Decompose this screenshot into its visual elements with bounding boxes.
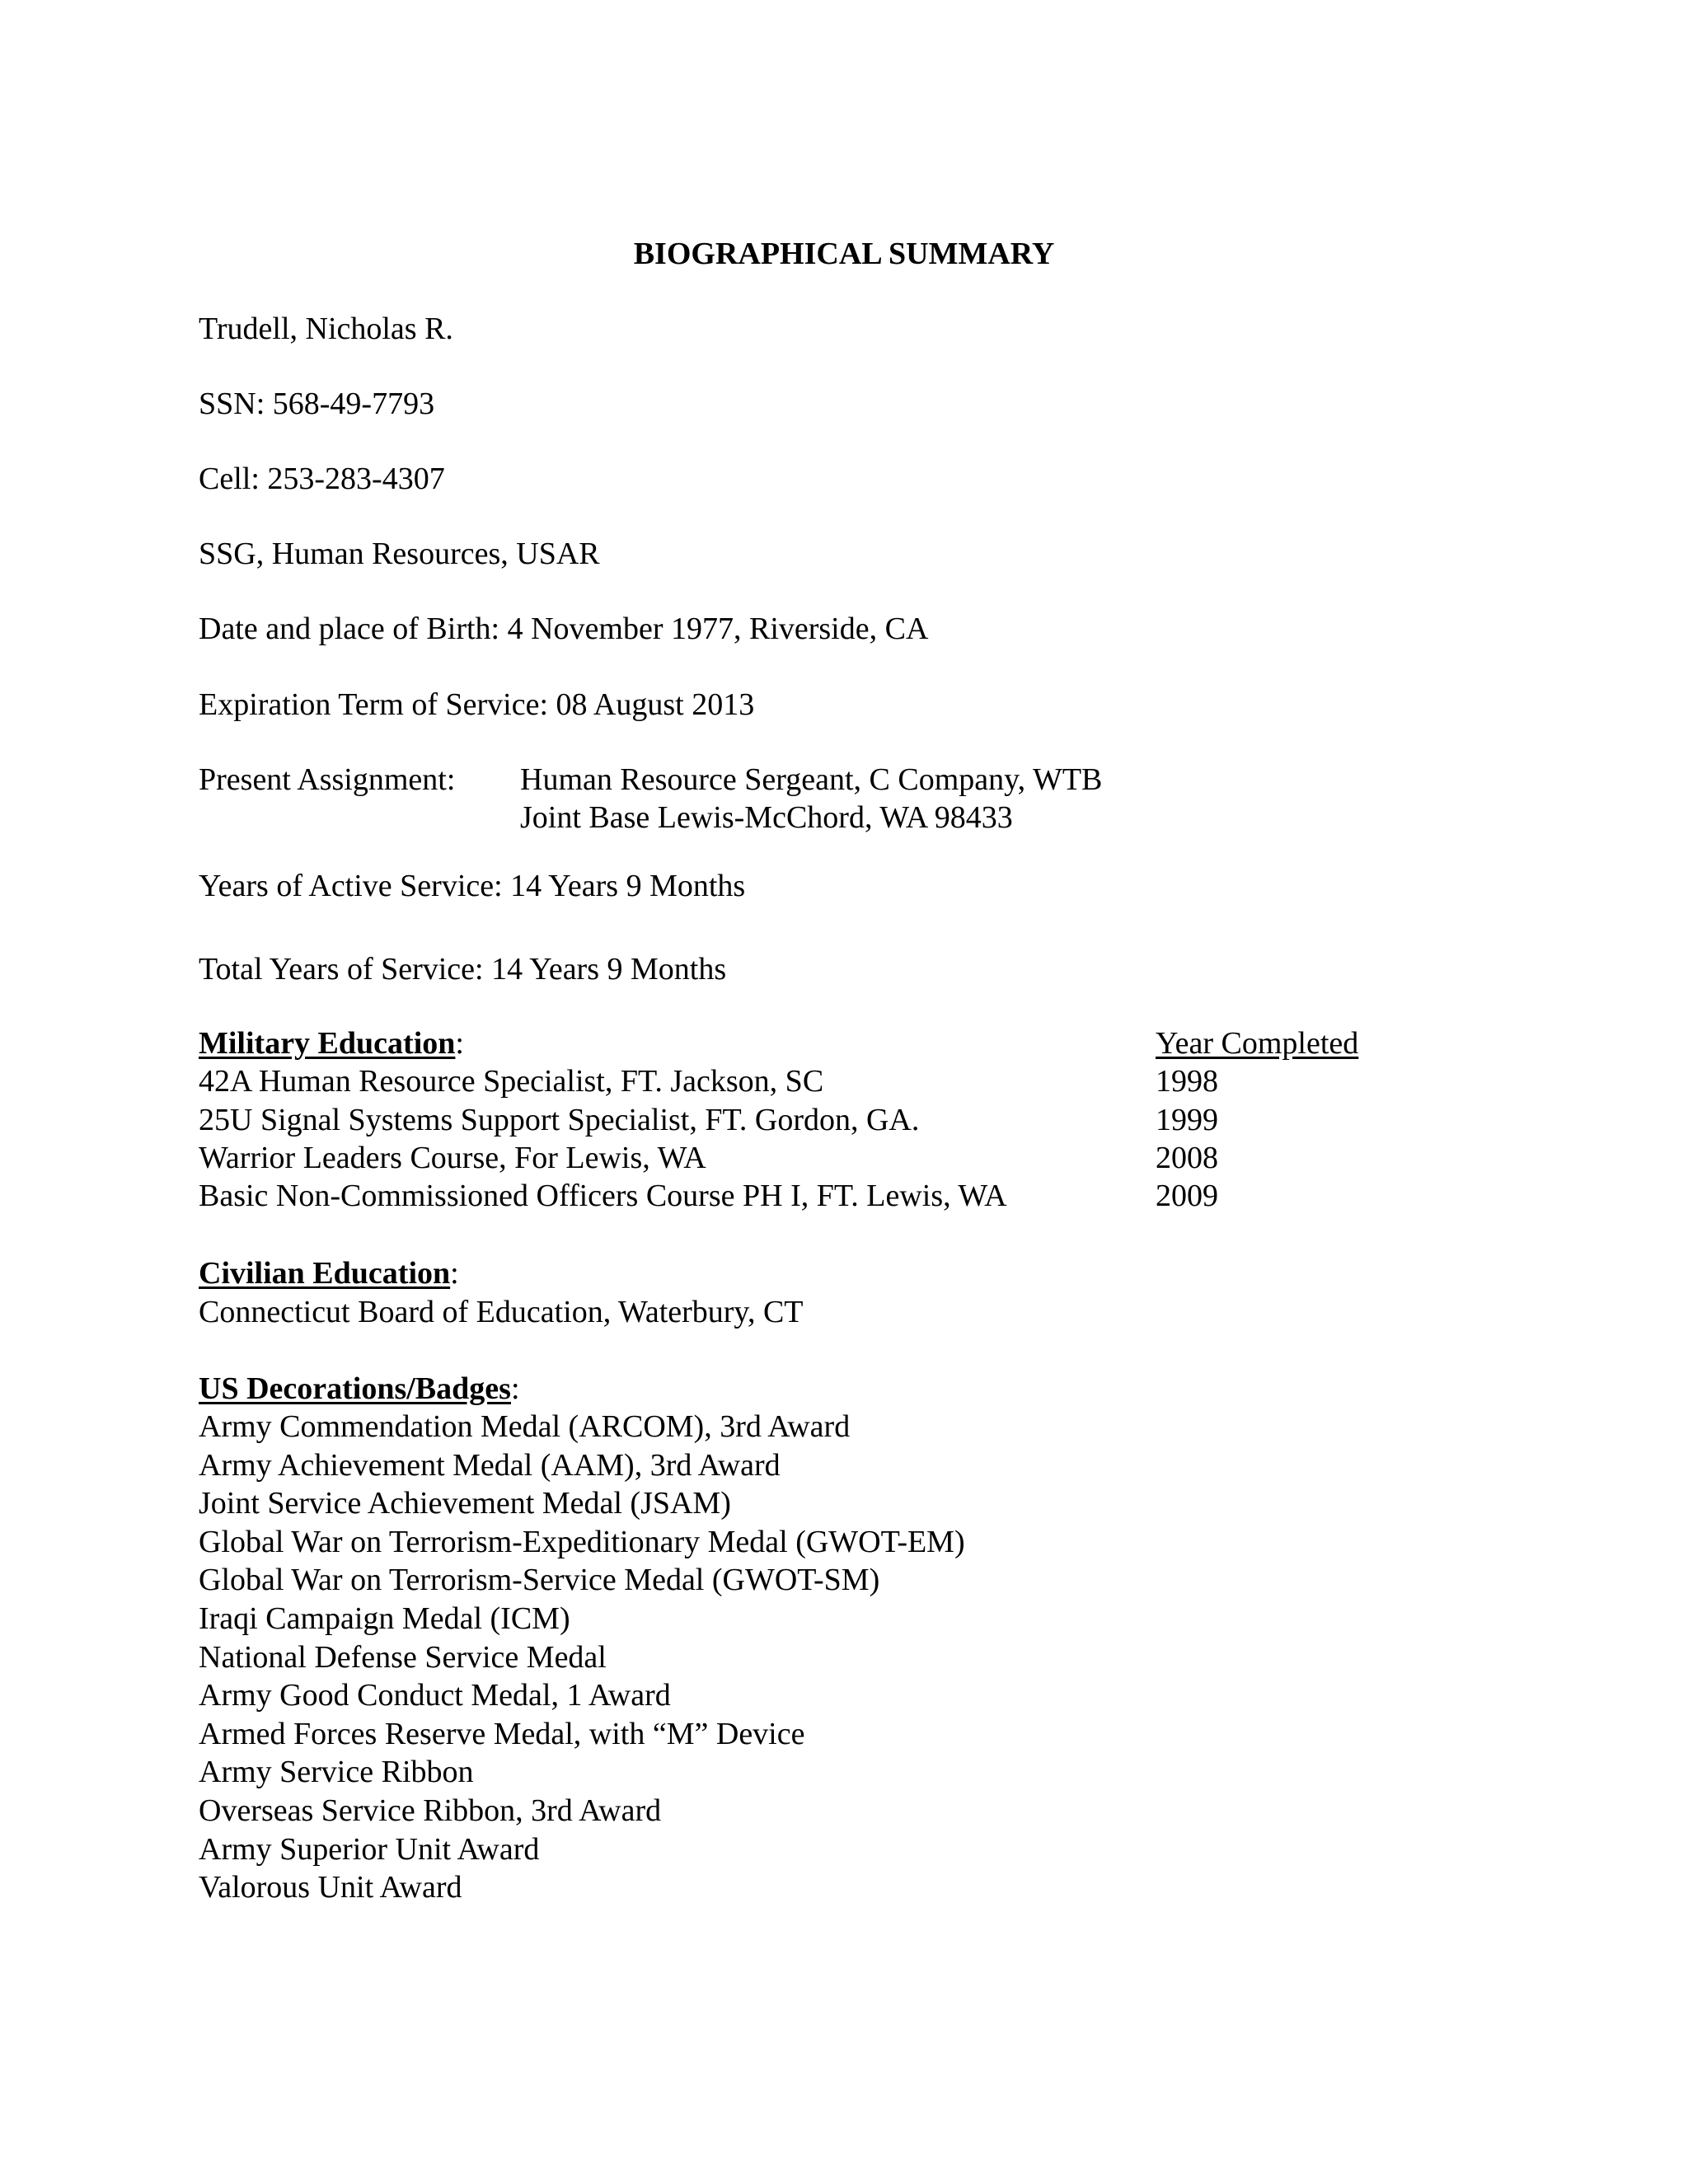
military-course-row [199, 1139, 1435, 1177]
person-name: Trudell, Nicholas R. [199, 312, 453, 346]
decoration-item: Army Achievement Medal (AAM), 3rd Award [199, 1447, 781, 1483]
decoration-item: Global War on Terrorism-Expeditionary Medal (GWOT-EM) [199, 1524, 965, 1559]
active-service-line: Years of Active Service: 14 Years 9 Months [199, 869, 746, 903]
assignment-line-2: Joint Base Lewis-McChord, WA 98433 [520, 800, 1013, 835]
decoration-item: Army Service Ribbon [199, 1755, 474, 1790]
decoration-item: Iraqi Campaign Medal (ICM) [199, 1601, 570, 1636]
total-service-line: Total Years of Service: 14 Years 9 Months [199, 952, 727, 987]
decorations-list [199, 1408, 965, 1907]
civilian-education-colon: : [450, 1256, 459, 1291]
military-course-row [199, 1177, 1435, 1215]
course-name: 42A Human Resource Specialist, FT. Jackson, SC [199, 1064, 824, 1099]
year-completed-header: Year Completed [1156, 1026, 1359, 1061]
course-name: Warrior Leaders Course, For Lewis, WA [199, 1141, 706, 1175]
decoration-item: Army Commendation Medal (ARCOM), 3rd Award [199, 1409, 851, 1444]
military-education-heading [199, 1024, 464, 1062]
decoration-item: Army Superior Unit Award [199, 1831, 540, 1867]
civilian-education-heading [199, 1254, 459, 1292]
course-year: 2009 [1156, 1179, 1218, 1213]
military-education-heading-text: Military Education [199, 1026, 456, 1061]
decoration-item: Global War on Terrorism-Service Medal (GWOT-SM) [199, 1563, 880, 1598]
ets-line: Expiration Term of Service: 08 August 2013 [199, 687, 755, 722]
course-year: 1999 [1156, 1103, 1218, 1137]
military-course-row [199, 1101, 1435, 1139]
decorations-heading-text: US Decorations/Badges [199, 1371, 511, 1406]
military-education-colon: : [455, 1026, 464, 1061]
assignment-line-1: Human Resource Sergeant, C Company, WTB [520, 762, 1103, 797]
civilian-education-entry: Connecticut Board of Education, Waterbury, CT [199, 1295, 804, 1329]
decoration-item: Joint Service Achievement Medal (JSAM) [199, 1486, 731, 1521]
document-title: BIOGRAPHICAL SUMMARY [633, 237, 1055, 271]
birth-line: Date and place of Birth: 4 November 1977, Riverside, CA [199, 612, 929, 646]
cell-line: Cell: 253-283-4307 [199, 462, 445, 496]
ssn-line: SSN: 568-49-7793 [199, 387, 435, 421]
decoration-item: Valorous Unit Award [199, 1870, 462, 1905]
rank-line: SSG, Human Resources, USAR [199, 537, 600, 571]
decorations-colon: : [510, 1371, 520, 1406]
course-year: 2008 [1156, 1141, 1218, 1175]
decoration-item: Armed Forces Reserve Medal, with “M” Device [199, 1716, 805, 1751]
civilian-education-heading-text: Civilian Education [199, 1256, 451, 1291]
course-name: 25U Signal Systems Support Specialist, FT. Gordon, GA. [199, 1103, 920, 1137]
course-name: Basic Non-Commissioned Officers Course PH I, FT. Lewis, WA [199, 1179, 1007, 1213]
decorations-heading [199, 1370, 520, 1408]
assignment-label: Present Assignment: [199, 762, 456, 797]
course-year: 1998 [1156, 1064, 1218, 1099]
decoration-item: Overseas Service Ribbon, 3rd Award [199, 1793, 662, 1828]
decoration-item: Army Good Conduct Medal, 1 Award [199, 1678, 671, 1713]
military-course-row [199, 1062, 1435, 1100]
decoration-item: National Defense Service Medal [199, 1639, 607, 1675]
